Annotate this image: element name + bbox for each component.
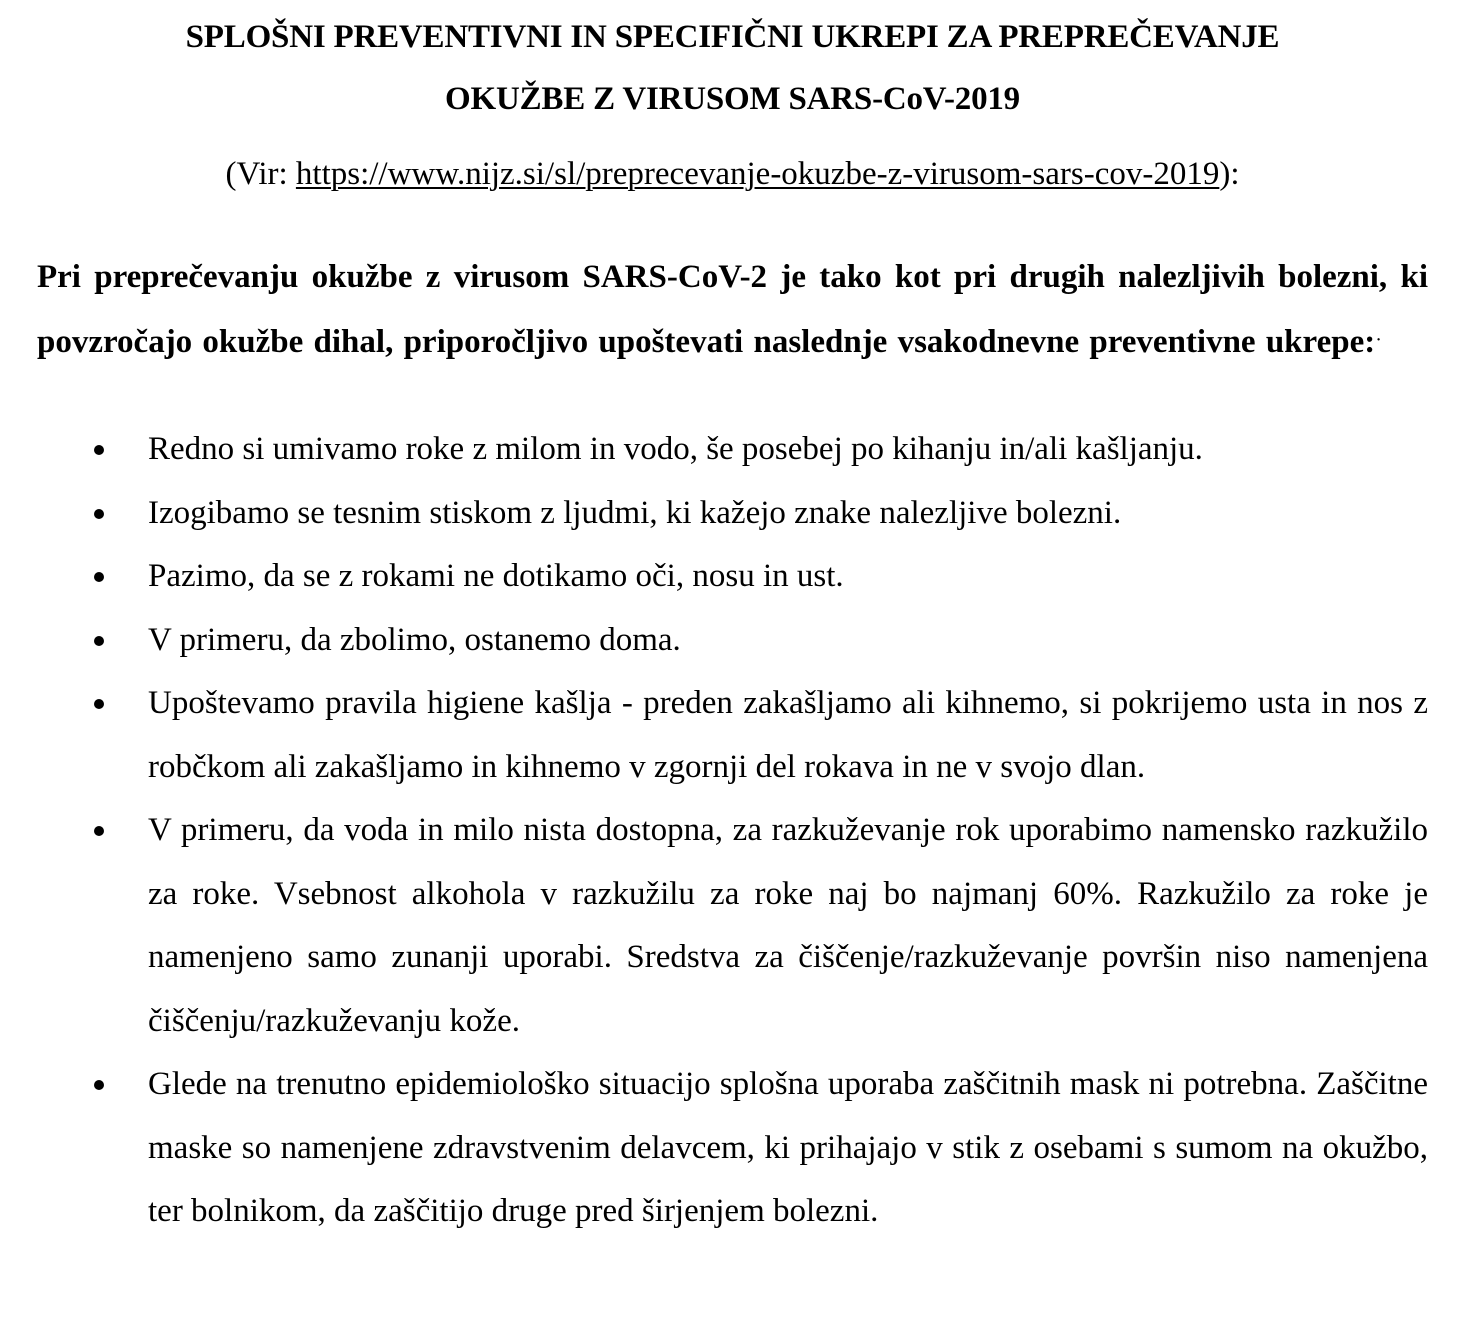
list-item-text: V primeru, da zbolimo, ostanemo doma. [148,621,681,658]
list-item-text: Izogibamo se tesnim stiskom z ljudmi, ki kažejo znake nalezljive bolezni. [148,494,1122,531]
list-item-text: Redno si umivamo roke z milom in vodo, še posebej po kihanju in/ali kašljanju. [148,431,1203,467]
source-line [37,152,1428,196]
preventive-measures-list [37,418,1428,1244]
intro-paragraph [37,246,1428,374]
bullet-icon [94,572,104,582]
list-item [37,1053,1428,1244]
intro-marker: · [1375,329,1382,351]
title-line-1: SPLOŠNI PREVENTIVNI IN SPECIFIČNI UKREPI ZA PREPREČEVANJE [185,19,1280,55]
bullet-icon [94,445,104,455]
source-link[interactable]: https://www.nijz.si/sl/preprecevanje-okuzbe-z-virusom-sars-cov-2019 [295,156,1220,192]
list-item [37,672,1428,799]
intro-text: Pri preprečevanju okužbe z virusom SARS-CoV-2 je tako kot pri drugih nalezljivih bolezni, ki povzročajo okužbe dihal, priporočljivo upoštevati naslednje vsakodnevne preventivne ukrepe: [37,259,1428,360]
bullet-icon [94,509,104,519]
list-item [37,418,1428,482]
list-item [37,482,1428,546]
bullet-icon [94,826,104,836]
list-item-text: Upoštevamo pravila higiene kašlja - preden zakašljamo ali kihnemo, si pokrijemo usta in nos z robčkom ali zakašljamo in kihnemo v zgornji del rokava in ne v svojo dlan. [148,685,1428,785]
list-item [37,545,1428,609]
list-item [37,609,1428,673]
bullet-icon [94,636,104,646]
list-item [37,799,1428,1053]
bullet-icon [94,1080,104,1090]
list-item-text: V primeru, da voda in milo nista dostopna, za razkuževanje rok uporabimo namensko razkužilo za roke. Vsebnost alkohola v razkužilu za roke naj bo najmanj 60%. Razkužilo za roke je namenjeno samo zunanji uporabi. Sredstva za čiščenje/razkuževanje površin niso namenjena čiščenju/razkuževanju kože. [148,812,1428,1039]
source-prefix: (Vir: [225,156,296,192]
document-title [37,0,1428,130]
document-page [37,0,1428,1244]
source-suffix: ): [1219,156,1240,192]
list-item-text: Glede na trenutno epidemiološko situacijo splošna uporaba zaščitnih mask ni potrebna. Zaščitne maske so namenjene zdravstvenim delavcem, ki prihajajo v stik z osebami s sumom na okužbo, ter bolnikom, da zaščitijo druge pred širjenjem bolezni. [148,1066,1428,1229]
list-item-text: Pazimo, da se z rokami ne dotikamo oči, nosu in ust. [148,558,844,594]
title-line-2: OKUŽBE Z VIRUSOM SARS-CoV-2019 [445,81,1020,117]
bullet-icon [94,699,104,709]
